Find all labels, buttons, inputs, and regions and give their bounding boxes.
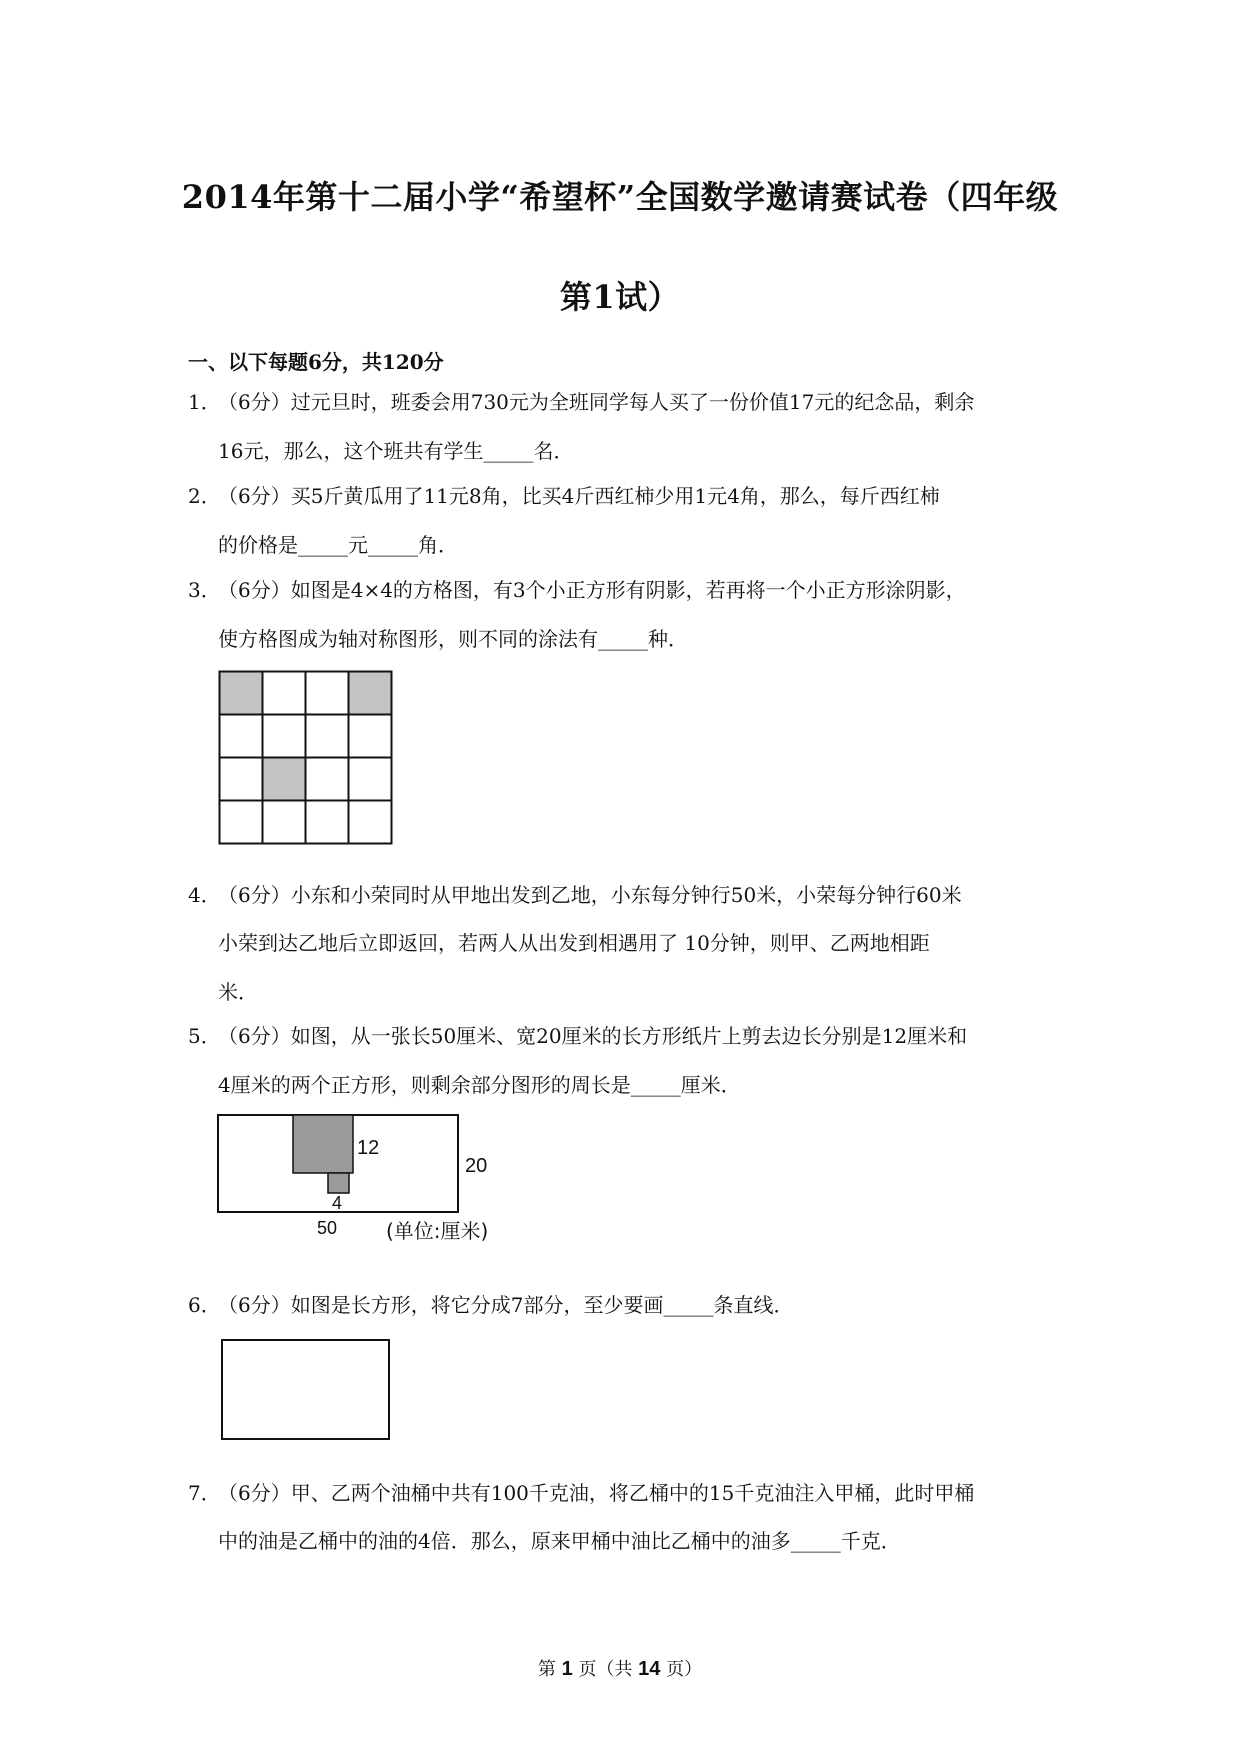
grid-cell-shaded xyxy=(220,672,263,715)
grid-cell xyxy=(263,801,306,844)
question-text: （6分）买5斤黄瓜用了11元8角，比买4斤西红柿少用1元4角，那么，每斤西红柿 xyxy=(218,484,940,508)
grid-cell xyxy=(349,715,392,758)
section-heading: 一、以下每题6分，共120分 xyxy=(188,350,444,374)
label-50: 50 xyxy=(317,1218,338,1238)
question-text: （6分）甲、乙两个油桶中共有100千克油，将乙桶中的15千克油注入甲桶，此时甲桶 xyxy=(218,1481,975,1505)
question-2-line2: 的价格是_____元_____角． xyxy=(218,533,458,557)
question-text: （6分）过元旦时，班委会用730元为全班同学每人买了一份价值17元的纪念品，剩余 xyxy=(218,390,975,414)
grid-cell xyxy=(349,758,392,801)
grid-cell xyxy=(220,758,263,801)
grid-cell xyxy=(220,801,263,844)
question-text: （6分）如图是4×4的方格图，有3个小正方形有阴影，若再将一个小正方形涂阴影， xyxy=(218,578,966,602)
question-2 xyxy=(188,484,940,508)
footer-pre: 第 xyxy=(537,1659,556,1680)
unit-label: (单位:厘米) xyxy=(386,1219,489,1243)
question-7 xyxy=(188,1481,974,1505)
footer-total-pages: 14 xyxy=(638,1658,661,1680)
footer-post: 页） xyxy=(666,1659,703,1680)
question-4-line3: 米． xyxy=(218,980,258,1004)
grid-cell xyxy=(263,672,306,715)
question-number: 3． xyxy=(188,578,221,602)
question-5 xyxy=(188,1024,967,1048)
question-number: 2． xyxy=(188,484,221,508)
question-7-line2: 中的油是乙桶中的油的4倍．那么，原来甲桶中油比乙桶中的油多_____千克． xyxy=(218,1529,901,1553)
grid-cell xyxy=(306,672,349,715)
question-text: （6分）小东和小荣同时从甲地出发到乙地，小东每分钟行50米，小荣每分钟行60米 xyxy=(218,883,962,907)
question-4-line2: 小荣到达乙地后立即返回，若两人从出发到相遇用了 10分钟，则甲、乙两地相距 xyxy=(218,931,930,955)
grid-cell-shaded xyxy=(349,672,392,715)
question-5-line2: 4厘米的两个正方形，则剩余部分图形的周长是_____厘米． xyxy=(218,1073,741,1097)
grid-cell xyxy=(306,801,349,844)
question-3 xyxy=(188,578,966,602)
question-number: 1． xyxy=(188,390,221,414)
grid-cell xyxy=(263,715,306,758)
page-footer xyxy=(0,1655,1240,1681)
page-title-line1: 2014年第十二届小学“希望杯”全国数学邀请赛试卷（四年级 xyxy=(181,178,1059,216)
label-20: 20 xyxy=(465,1155,488,1177)
label-4: 4 xyxy=(332,1193,343,1213)
question-number: 4． xyxy=(188,883,221,907)
label-12: 12 xyxy=(357,1137,380,1159)
question-1-line2: 16元，那么，这个班共有学生_____名． xyxy=(218,439,574,463)
plain-rectangle-figure xyxy=(220,1338,395,1443)
question-number: 7． xyxy=(188,1481,221,1505)
question-6 xyxy=(188,1293,793,1317)
grid-cell xyxy=(220,715,263,758)
plain-rectangle xyxy=(222,1340,389,1439)
grid-cell xyxy=(306,715,349,758)
page-title-line2: 第1试） xyxy=(559,278,681,316)
question-text: （6分）如图，从一张长50厘米、宽20厘米的长方形纸片上剪去边长分别是12厘米和 xyxy=(218,1024,968,1048)
question-number: 5． xyxy=(188,1024,221,1048)
footer-mid: 页（共 xyxy=(578,1659,633,1680)
grid-cell xyxy=(349,801,392,844)
question-4 xyxy=(188,883,962,907)
question-number: 6． xyxy=(188,1293,221,1317)
cut-square-4 xyxy=(328,1173,349,1193)
rectangle-cut-figure xyxy=(216,1112,536,1247)
question-3-line2: 使方格图成为轴对称图形，则不同的涂法有_____种． xyxy=(218,627,688,651)
footer-page-number: 1 xyxy=(561,1658,573,1680)
grid-figure xyxy=(218,670,398,850)
cut-square-12 xyxy=(293,1115,353,1173)
question-text: （6分）如图是长方形，将它分成7部分，至少要画_____条直线． xyxy=(218,1293,794,1317)
question-1 xyxy=(188,390,974,414)
grid-cell-shaded xyxy=(263,758,306,801)
grid-cell xyxy=(306,758,349,801)
